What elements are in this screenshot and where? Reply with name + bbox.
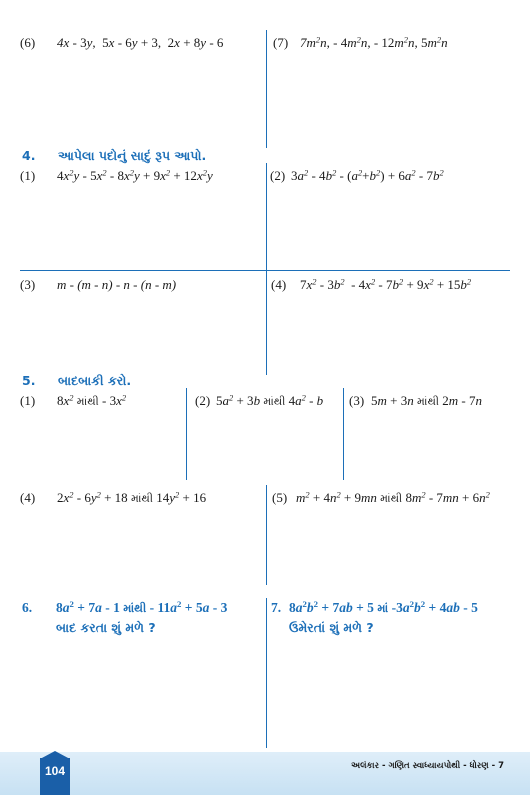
q7-number: (7) bbox=[273, 35, 289, 50]
section-6-number: 6. bbox=[22, 600, 33, 615]
s5-item-3-expression: 5m + 3n માંથી 2m - 7n bbox=[371, 393, 483, 408]
s4-item-2-expression: $3a^2 - 4b^2 - (a^2+b^2) + 6a^2 - 7b^2$ bbox=[291, 167, 444, 183]
q6-expression: 4x - 3y, 5x - 6y + 3, 2x + 8y - 6 bbox=[57, 35, 224, 50]
s4-item-3-expression: m - (m - n) - n - (n - m) bbox=[57, 277, 177, 292]
divider-vertical-1 bbox=[266, 30, 267, 148]
page-tab-peak bbox=[40, 751, 70, 759]
q7-expression: $7m^2n$, - $4m^2n$, - $12m^2n$, $5m^2n$ bbox=[300, 34, 448, 50]
page-number: 104 bbox=[44, 764, 66, 778]
s4-item-3-number: (3) bbox=[20, 277, 36, 292]
s5-item-1-expression: $8x^2$ માંથી - $3x^2$ bbox=[57, 392, 127, 408]
section-7-prompt: ઉમેરતાં શું મળે ? bbox=[289, 620, 374, 635]
s5-item-2-number: (2) bbox=[195, 393, 211, 408]
q6-number: (6) bbox=[20, 35, 36, 50]
divider-vertical-3 bbox=[186, 388, 187, 480]
divider-vertical-5 bbox=[266, 485, 267, 585]
divider-vertical-2 bbox=[266, 163, 267, 375]
divider-horizontal bbox=[20, 270, 510, 271]
section-7-number: 7. bbox=[271, 600, 282, 615]
section-5-number: 5. bbox=[22, 373, 36, 388]
section-4-title: આપેલા પદોનું સાદું રૂપ આપો. bbox=[58, 148, 207, 163]
s4-item-1-number: (1) bbox=[20, 168, 36, 183]
section-4-number: 4. bbox=[22, 148, 36, 163]
s4-item-4-expression: $7x^2 - 3b^2 - 4x^2 - 7b^2 + 9x^2 + 15b^2$ bbox=[300, 276, 472, 292]
s5-item-3-number: (3) bbox=[349, 393, 365, 408]
s4-item-2-number: (2) bbox=[270, 168, 286, 183]
s5-item-1-number: (1) bbox=[20, 393, 36, 408]
section-6-expression: $8a^2 + 7a - 1$ માંથી - $11a^2 + 5a - 3$ bbox=[56, 599, 228, 615]
s5-item-4-number: (4) bbox=[20, 490, 36, 505]
section-6-prompt: બાદ કરતા શું મળે ? bbox=[56, 620, 156, 635]
s5-item-4-expression: $2x^2 - 6y^2 + 18$ માંથી $14y^2 + 16$ bbox=[57, 489, 207, 505]
s5-item-2-expression: $5a^2 + 3b$ માંથી $4a^2$ - b bbox=[216, 392, 324, 408]
s4-item-1-expression: $4x^2y - 5x^2 - 8x^2y + 9x^2 + 12x^2y$ bbox=[57, 167, 213, 183]
divider-vertical-6 bbox=[266, 598, 267, 748]
s5-item-5-expression: $m^2 + 4n^2 + 9mn$ માંથી $8m^2 - 7mn + 6n^2$ bbox=[296, 489, 490, 505]
s4-item-4-number: (4) bbox=[271, 277, 287, 292]
section-5-title: બાદબાકી કરો. bbox=[58, 373, 132, 388]
footer-band bbox=[0, 752, 530, 795]
footer-title: અલંકાર - ગણિત સ્વાધ્યાયપોથી - ધોરણ - 7 bbox=[351, 761, 504, 771]
divider-vertical-4 bbox=[343, 388, 344, 480]
section-7-expression: $8a^2b^2 + 7ab + 5$ માં $-3a^2b^2 + 4ab - 5$ bbox=[289, 599, 478, 615]
s5-item-5-number: (5) bbox=[272, 490, 288, 505]
